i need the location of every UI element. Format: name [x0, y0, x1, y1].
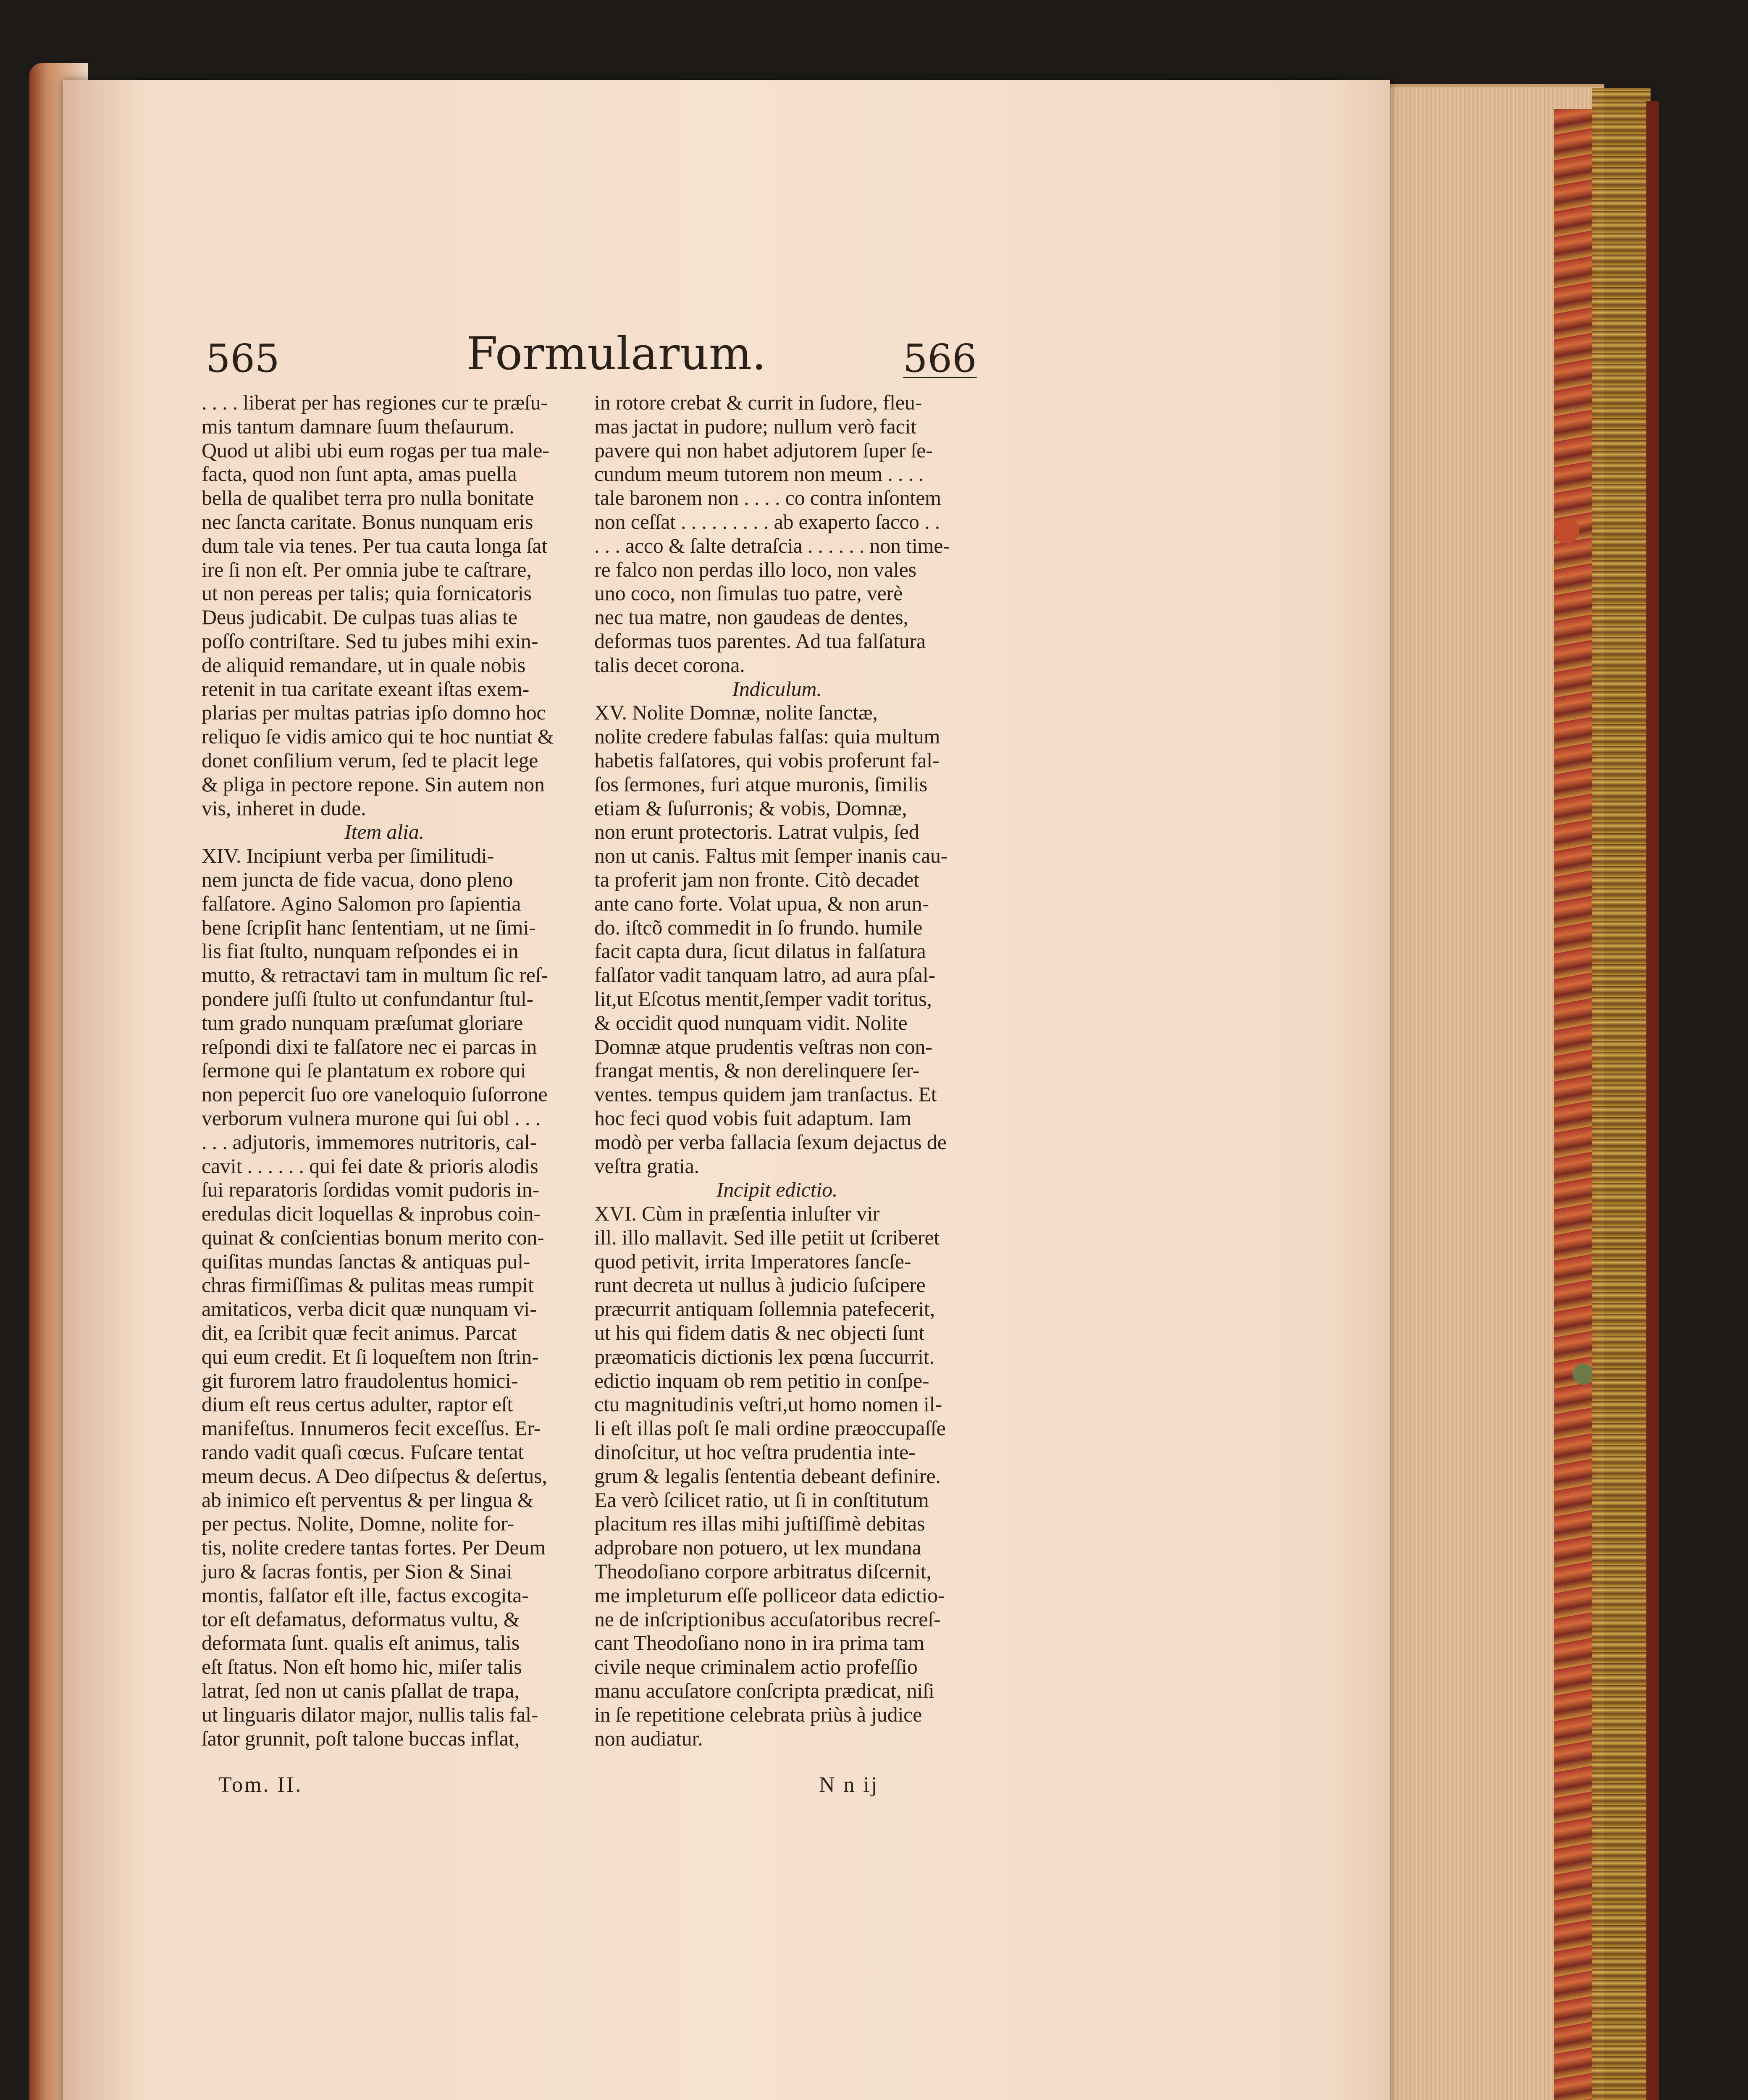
text-line: ſos ſermones, furi atque muronis, ſimilis — [594, 772, 928, 796]
text-line: civile neque criminalem actio profeſſio — [594, 1655, 918, 1679]
text-line: lis fiat ſtulto, nunquam reſpondes ei in — [202, 939, 519, 963]
text-line: dit, ea ſcribit quæ fecit animus. Parcat — [202, 1321, 517, 1345]
text-line: verborum vulnera murone qui ſui obl . . . — [202, 1106, 541, 1130]
text-line: me impleturum eſſe polliceor data edictio- — [594, 1583, 945, 1607]
text-line: latrat, ſed non ut canis pſallat de trapa, — [202, 1679, 520, 1703]
cover-board — [1646, 101, 1659, 2100]
text-line: non ut canis. Faltus mit ſemper inanis cau- — [594, 844, 948, 868]
text-line: non ceſſat . . . . . . . . . ab exaperto ſacco . . — [594, 509, 940, 533]
text-line: mutto, & retractavi tam in multum ſic reſ- — [202, 963, 548, 987]
text-line: ab inimico eſt perventus & per lingua & — [202, 1488, 534, 1512]
text-line: ſator grunnit, poſt talone buccas inflat, — [202, 1726, 520, 1750]
section-heading: Incipit edictio. — [716, 1178, 838, 1202]
text-line: donet conſilium verum, ſed te placit lege — [202, 748, 538, 772]
text-line: non erunt protectoris. Latrat vulpis, ſed — [594, 820, 919, 844]
text-line: amitaticos, verba dicit quæ nunquam vi- — [202, 1297, 537, 1321]
text-line: ne de inſcriptionibus accuſatoribus recreſ- — [594, 1607, 941, 1631]
text-line: non audiatur. — [594, 1726, 703, 1750]
text-line: ut non pereas per talis; quia fornicatoris — [202, 581, 532, 605]
text-line: ſui reparatoris ſordidas vomit pudoris in- — [202, 1178, 539, 1202]
text-line: montis, falſator eſt ille, factus excogita- — [202, 1583, 529, 1607]
text-line: dium eſt reus certus adulter, raptor eſt — [202, 1392, 513, 1416]
text-line: præomaticis dictionis lex pœna ſuccurrit. — [594, 1344, 934, 1368]
text-line: falſator vadit tanquam latro, ad aura pſal- — [594, 963, 935, 987]
page-header — [197, 328, 987, 386]
text-line: do. iſtcõ commedit in ſo frundo. humile — [594, 915, 922, 939]
text-line: eredulas dicit loquellas & inprobus coin- — [202, 1202, 541, 1226]
section-heading: Item alia. — [344, 820, 424, 844]
text-line: facta, quod non ſunt apta, amas puella — [202, 462, 517, 486]
text-line: frangat mentis, & non derelinquere ſer- — [594, 1058, 920, 1082]
text-line: quiſitas mundas ſanctas & antiquas pul- — [202, 1249, 530, 1273]
text-line: bene ſcripſit hanc ſententiam, ut ne ſimi- — [202, 915, 536, 939]
text-line: chras firmiſſimas & pulitas meas rumpit — [202, 1273, 534, 1297]
text-line: meum decus. A Deo diſpectus & deſertus, — [202, 1464, 547, 1488]
text-line: tale baronem non . . . . co contra inſontem — [594, 486, 941, 510]
text-line: manifeſtus. Innumeros fecit exceſſus. Er- — [202, 1416, 541, 1440]
text-line: habetis falſatores, qui vobis proferunt fal- — [594, 748, 940, 772]
text-line: cundum meum tutorem non meum . . . . — [594, 462, 924, 486]
text-line: tor eſt defamatus, deformatus vultu, & — [202, 1607, 520, 1631]
section-heading: Indiculum. — [732, 677, 822, 701]
text-line: quod petivit, irrita Imperatores ſancſe- — [594, 1249, 911, 1273]
text-line: . . . adjutoris, immemores nutritoris, cal- — [202, 1130, 537, 1154]
text-line: ante cano forte. Volat upua, & non arun- — [594, 891, 929, 915]
text-line: deformas tuos parentes. Ad tua falſatura — [594, 629, 926, 653]
text-line: non pepercit ſuo ore vaneloquio ſuſorrone — [202, 1082, 548, 1106]
text-line: talis decet corona. — [594, 653, 745, 677]
text-line: lit,ut Eſcotus mentit,ſemper vadit toritus, — [594, 987, 932, 1011]
marbled-endpaper — [1554, 109, 1596, 2100]
text-line: ſermone qui ſe plantatum ex robore qui — [202, 1058, 526, 1082]
text-line: . . . acco & ſalte detraſcia . . . . . . non time- — [594, 533, 950, 557]
text-line: tis, nolite credere tantas fortes. Per Deum — [202, 1536, 546, 1559]
text-line: eſt ſtatus. Non eſt homo hic, miſer talis — [202, 1655, 522, 1679]
text-line: Domnæ atque prudentis veſtras non con- — [594, 1034, 932, 1058]
text-line: de aliquid remandare, ut in quale nobis — [202, 653, 526, 677]
text-line: & pliga in pectore repone. Sin autem non — [202, 772, 545, 796]
page-number-left: 565 — [206, 336, 280, 381]
text-line: nec ſancta caritate. Bonus nunquam eris — [202, 509, 533, 533]
text-line: veſtra gratia. — [594, 1154, 699, 1178]
text-line: pavere qui non habet adjutorem ſuper ſe- — [594, 438, 933, 462]
text-line: etiam & ſuſurronis; & vobis, Domnæ, — [594, 796, 907, 820]
text-line: Ea verò ſcilicet ratio, ut ſi in conſtitutum — [594, 1488, 929, 1512]
text-line: re falco non perdas illo loco, non vales — [594, 557, 916, 581]
text-line: bella de qualibet terra pro nulla bonitate — [202, 486, 534, 510]
text-line: XIV. Incipiunt verba per ſimilitudi- — [202, 844, 494, 868]
text-line: per pectus. Nolite, Domne, nolite for- — [202, 1512, 514, 1536]
text-line: hoc feci quod vobis fuit adaptum. Iam — [594, 1106, 911, 1130]
gathering-signature: N n ij — [819, 1773, 879, 1797]
text-line: dum tale via tenes. Per tua cauta longa ſat — [202, 533, 548, 557]
text-line: vis, inheret in dude. — [202, 796, 366, 820]
text-column-right — [594, 391, 960, 1750]
text-line: rando vadit quaſi cœcus. Fuſcare tentat — [202, 1440, 524, 1464]
text-line: XV. Nolite Domnæ, nolite ſanctæ, — [594, 701, 878, 724]
text-line: pondere juſſi ſtulto ut confundantur ſtul- — [202, 987, 534, 1011]
text-line: ut his qui fidem datis & nec objecti ſunt — [594, 1321, 925, 1345]
text-line: poſſo contriſtare. Sed tu jubes mihi exin- — [202, 629, 538, 653]
text-line: ventes. tempus quidem jam tranſactus. Et — [594, 1082, 937, 1106]
text-line: facit capta dura, ſicut dilatus in falſatura — [594, 939, 926, 963]
text-line: ire ſi non eſt. Per omnia jube te caſtrare, — [202, 557, 532, 581]
text-line: manu accuſatore conſcripta prædicat, niſi — [594, 1679, 934, 1703]
text-line: juro & ſacras fontis, per Sion & Sinai — [202, 1559, 512, 1583]
text-line: qui eum credit. Et ſi loqueſtem non ſtrin- — [202, 1344, 539, 1368]
text-line: cant Theodoſiano nono in ira prima tam — [594, 1631, 924, 1655]
text-line: ill. illo mallavit. Sed ille petiit ut ſcriberet — [594, 1225, 940, 1249]
text-line: ut linguaris dilator major, nullis talis fal- — [202, 1702, 538, 1726]
text-line: dinoſcitur, ut hoc veſtra prudentia inte- — [594, 1440, 916, 1464]
text-line: Quod ut alibi ubi eum rogas per tua male- — [202, 438, 549, 462]
text-line: uno coco, non ſimulas tuo patre, verè — [594, 581, 903, 605]
gilt-cover-edge — [1592, 88, 1651, 2100]
text-line: mis tantum damnare ſuum theſaurum. — [202, 414, 514, 438]
running-title: Formularum. — [466, 328, 766, 380]
text-column-left — [202, 391, 567, 1750]
text-line: reſpondi dixi te falſatore nec ei parcas in — [202, 1034, 537, 1058]
text-line: retenit in tua caritate exeant iſtas exem- — [202, 677, 530, 701]
text-line: nolite credere fabulas falſas: quia multum — [594, 724, 940, 748]
text-line: modò per verba fallacia ſexum dejactus de — [594, 1130, 947, 1154]
volume-signature: Tom. II. — [218, 1773, 303, 1797]
text-line: ctu magnitudinis veſtri,ut homo nomen il- — [594, 1392, 942, 1416]
text-line: mas jactat in pudore; nullum verò facit — [594, 414, 916, 438]
text-line: in rotore crebat & currit in ſudore, fleu- — [594, 391, 922, 414]
text-line: falſatore. Agino Salomon pro ſapientia — [202, 891, 521, 915]
text-line: cavit . . . . . . qui fei date & prioris alodis — [202, 1154, 538, 1178]
page-number-right: 566 — [903, 336, 977, 381]
text-line: & occidit quod nunquam vidit. Nolite — [594, 1011, 908, 1034]
text-line: ta proferit jam non fronte. Citò decadet — [594, 867, 919, 891]
text-line: placitum res illas mihi juſtiſſimè debitas — [594, 1512, 925, 1536]
text-line: git furorem latro fraudolentus homici- — [202, 1368, 518, 1392]
text-line: præcurrit antiquam ſollemnia patefecerit, — [594, 1297, 935, 1321]
text-line: quinat & conſcientias bonum merito con- — [202, 1225, 544, 1249]
text-line: adprobare non potuero, ut lex mundana — [594, 1536, 921, 1559]
text-line: XVI. Cùm in præſentia inluſter vir — [594, 1202, 880, 1226]
text-line: plarias per multas patrias ipſo domno hoc — [202, 701, 546, 724]
text-line: tum grado nunquam præſumat gloriare — [202, 1011, 523, 1034]
text-line: nec tua matre, non gaudeas de dentes, — [594, 605, 908, 629]
text-line: nem juncta de fide vacua, dono pleno — [202, 867, 513, 891]
text-line: reliquo ſe vidis amico qui te hoc nuntiat & — [202, 724, 554, 748]
text-line: edictio inquam ob rem petitio in conſpe- — [594, 1368, 929, 1392]
text-line: li eſt illas poſt ſe mali ordine præoccupaſſe — [594, 1416, 946, 1440]
text-line: deformata ſunt. qualis eſt animus, talis — [202, 1631, 520, 1655]
text-line: runt decreta ut nullus à judicio ſuſcipere — [594, 1273, 926, 1297]
text-line: Deus judicabit. De culpas tuas alias te — [202, 605, 517, 629]
text-line: in ſe repetitione celebrata priùs à judice — [594, 1702, 922, 1726]
text-line: . . . . liberat per has regiones cur te præſu- — [202, 391, 548, 414]
text-line: grum & legalis ſententia debeant definire. — [594, 1464, 941, 1488]
text-line: Theodoſiano corpore arbitratus diſcernit, — [594, 1559, 932, 1583]
